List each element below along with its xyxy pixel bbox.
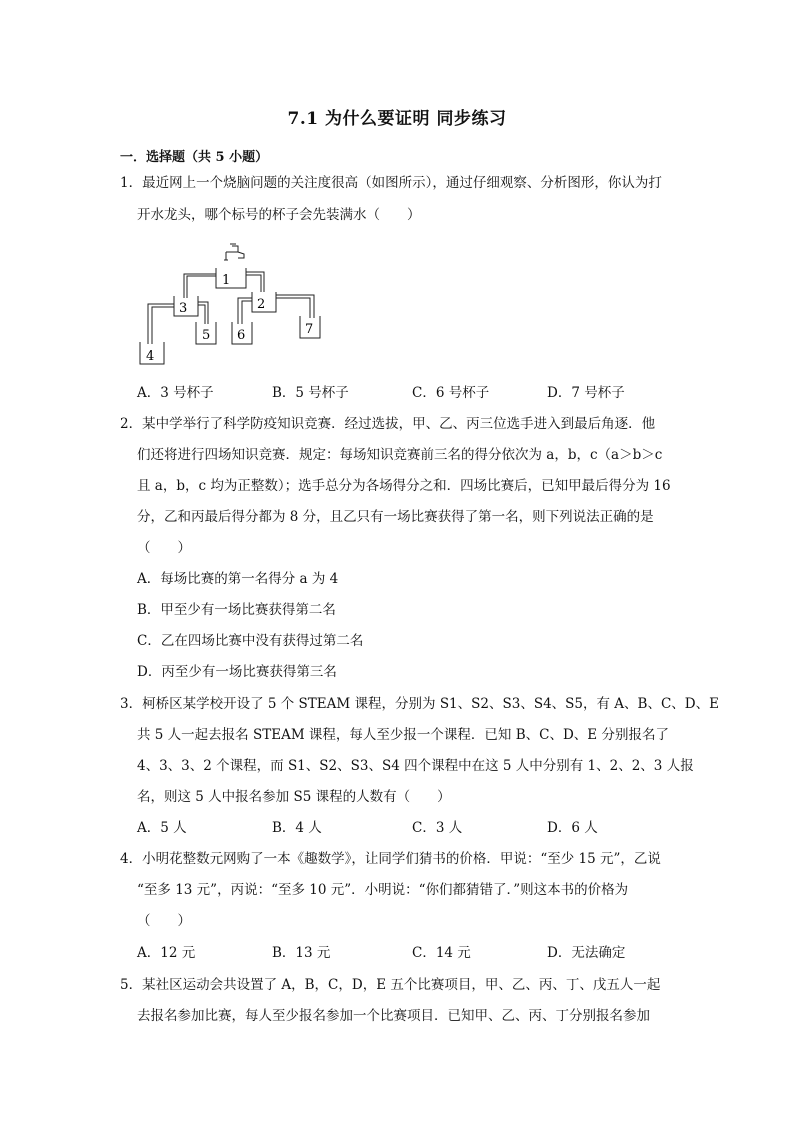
q2-line-5: （ ） xyxy=(137,540,191,556)
q3-line-3: 4、3、3、2 个课程，而 S1、S2、S3、S4 四个课程中在这 5 人中分别有 1、2、2、3 人报 xyxy=(137,758,694,774)
q4-option-d[interactable]: D．无法确定 xyxy=(547,945,626,961)
q4-line-3: （ ） xyxy=(137,913,191,929)
q1-option-a[interactable]: A．3 号杯子 xyxy=(137,385,214,401)
q2-option-d[interactable]: D．丙至少有一场比赛获得第三名 xyxy=(137,664,337,680)
q5-line-1: 5．某社区运动会共设置了 A，B，C，D，E 五个比赛项目，甲、乙、丙、丁、戊五人一起 xyxy=(120,977,661,993)
q3-option-c[interactable]: C．3 人 xyxy=(412,820,463,836)
q3-option-b[interactable]: B．4 人 xyxy=(272,820,322,836)
cup-label-3: 3 xyxy=(179,301,188,316)
q3-option-d[interactable]: D．6 人 xyxy=(547,820,598,836)
pipe-2-right xyxy=(276,295,314,318)
cup-label-1: 1 xyxy=(222,273,231,288)
q2-option-a[interactable]: A．每场比赛的第一名得分 a 为 4 xyxy=(137,571,339,587)
q1-option-d[interactable]: D．7 号杯子 xyxy=(547,385,625,401)
cup-label-2: 2 xyxy=(257,297,266,312)
q5-line-2: 去报名参加比赛，每人至少报名参加一个比赛项目．已知甲、乙、丙、丁分别报名参加 xyxy=(137,1008,650,1024)
q3-line-1: 3．柯桥区某学校开设了 5 个 STEAM 课程，分别为 S1、S2、S3、S4、S5，有 A、B、C、D、E xyxy=(120,696,719,712)
cup-label-4: 4 xyxy=(146,349,155,364)
section-heading: 一．选择题（共 5 小题） xyxy=(120,150,269,165)
pipe-1-left xyxy=(184,274,216,298)
q1-line-2: 开水龙头，哪个标号的杯子会先装满水（ ） xyxy=(137,207,421,223)
q4-line-1: 4．小明花整数元网购了一本《趣数学》，让同学们猜书的价格．甲说：“至少 15 元”，乙说 xyxy=(120,851,661,867)
cup-1 xyxy=(216,268,246,288)
q3-line-4: 名，则这 5 人中报名参加 S5 课程的人数有（ ） xyxy=(137,789,451,805)
q3-line-2: 共 5 人一起去报名 STEAM 课程，每人至少报一个课程．已知 B、C、D、E 分别报名了 xyxy=(137,727,669,743)
q2-line-3: 且 a，b，c 均为正整数）；选手总分为各场得分之和．四场比赛后，已知甲最后得分为 16 xyxy=(137,478,671,494)
cup-diagram-svg xyxy=(134,240,334,370)
q3-option-a[interactable]: A．5 人 xyxy=(137,820,187,836)
pipe-3-right xyxy=(198,302,208,324)
cup-label-5: 5 xyxy=(202,328,211,343)
q4-option-a[interactable]: A．12 元 xyxy=(137,945,196,961)
pipe-1-right xyxy=(246,272,264,292)
q2-option-b[interactable]: B．甲至少有一场比赛获得第二名 xyxy=(137,602,336,618)
q2-line-2: 们还将进行四场知识竞赛．规定：每场知识竞赛前三名的得分依次为 a，b，c（a＞b＞c xyxy=(137,447,663,463)
q2-option-c[interactable]: C．乙在四场比赛中没有获得过第二名 xyxy=(137,633,364,649)
q1-line-1: 1．最近网上一个烧脑问题的关注度很高（如图所示），通过仔细观察、分析图形，你认为打 xyxy=(120,175,662,191)
q4-option-b[interactable]: B．13 元 xyxy=(272,945,331,961)
page-title: 7.1 为什么要证明 同步练习 xyxy=(287,109,507,129)
q4-option-c[interactable]: C．14 元 xyxy=(412,945,471,961)
cup-diagram xyxy=(134,240,334,374)
q1-option-b[interactable]: B．5 号杯子 xyxy=(272,385,349,401)
faucet-icon xyxy=(224,244,244,260)
q2-line-1: 2．某中学举行了科学防疫知识竞赛．经过选拔，甲、乙、丙三位选手进入到最后角逐．他 xyxy=(120,416,656,432)
pipe-3-left xyxy=(148,304,174,344)
q1-option-c[interactable]: C．6 号杯子 xyxy=(412,385,490,401)
q2-line-4: 分，乙和丙最后得分都为 8 分，且乙只有一场比赛获得了第一名，则下列说法正确的是 xyxy=(137,509,654,525)
pipe-2-left xyxy=(238,298,252,324)
cup-label-6: 6 xyxy=(237,328,246,343)
cup-label-7: 7 xyxy=(305,322,314,337)
q4-line-2: “至多 13 元”，丙说：“至多 10 元”．小明说：“你们都猜错了．”则这本书的价格为 xyxy=(137,882,629,898)
